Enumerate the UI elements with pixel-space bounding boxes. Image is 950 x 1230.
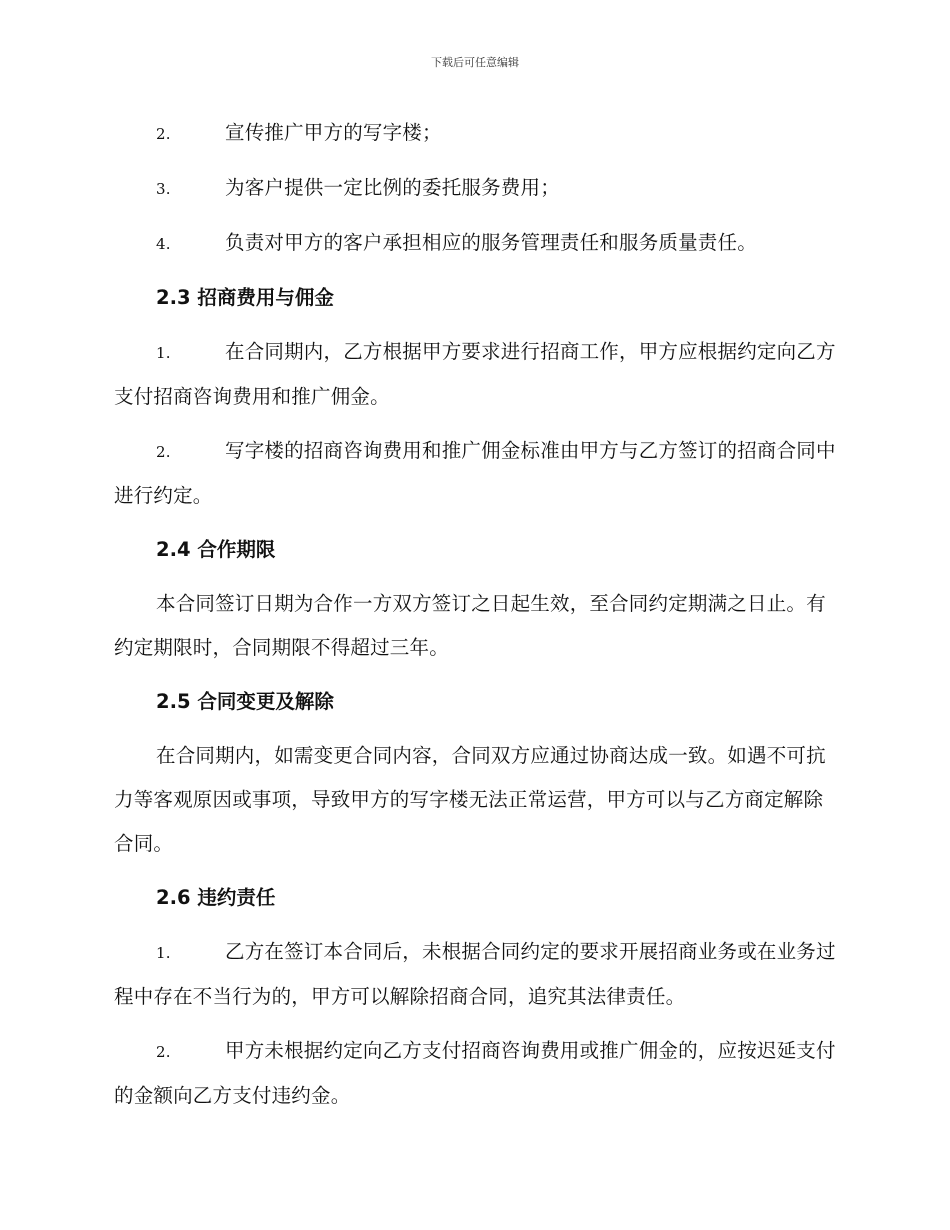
list-item-text: 写字楼的招商咨询费用和推广佣金标准由甲方与乙方签订的招商合同中进行约定。 xyxy=(114,439,836,507)
list-item-text: 为客户提供一定比例的委托服务费用； xyxy=(225,176,560,199)
list-item-text: 在合同期内，乙方根据甲方要求进行招商工作，甲方应根据约定向乙方支付招商咨询费用和推广佣金。 xyxy=(114,340,836,408)
list-number: 2. xyxy=(156,443,171,461)
section-heading: 2.4 合作期限 xyxy=(156,538,276,561)
list-number: 1. xyxy=(156,344,171,362)
list-item xyxy=(114,166,836,211)
body-paragraph: 在合同期内，如需变更合同内容，合同双方应通过协商达成一致。如遇不可抗力等客观原因或事项，导致甲方的写字楼无法正常运营，甲方可以与乙方商定解除合同。 xyxy=(114,744,826,855)
section-heading: 2.6 违约责任 xyxy=(156,886,276,909)
list-number: 1. xyxy=(156,944,171,962)
list-item xyxy=(114,330,836,419)
section-heading: 2.3 招商费用与佣金 xyxy=(156,286,334,309)
list-number: 4. xyxy=(156,235,171,253)
list-number: 2. xyxy=(156,1043,171,1061)
list-item xyxy=(114,1029,836,1118)
document-body xyxy=(114,111,836,1128)
body-paragraph: 本合同签订日期为合作一方双方签订之日起生效，至合同约定期满之日止。有约定期限时，合同期限不得超过三年。 xyxy=(114,592,826,659)
list-item-text: 甲方未根据约定向乙方支付招商咨询费用或推广佣金的，应按迟延支付的金额向乙方支付违约金。 xyxy=(114,1039,836,1107)
section-heading: 2.5 合同变更及解除 xyxy=(156,690,334,713)
list-item-text: 宣传推广甲方的写字楼； xyxy=(225,121,442,144)
list-item-text: 乙方在签订本合同后，未根据合同约定的要求开展招商业务或在业务过程中存在不当行为的，甲方可以解除招商合同，追究其法律责任。 xyxy=(114,940,836,1008)
list-item xyxy=(114,111,836,156)
list-item xyxy=(114,429,836,518)
list-number: 2. xyxy=(156,125,171,143)
list-item xyxy=(114,221,836,266)
page-header: 下载后可任意编辑 xyxy=(431,56,519,69)
list-item xyxy=(114,930,836,1019)
list-number: 3. xyxy=(156,180,171,198)
list-item-text: 负责对甲方的客户承担相应的服务管理责任和服务质量责任。 xyxy=(225,231,757,254)
